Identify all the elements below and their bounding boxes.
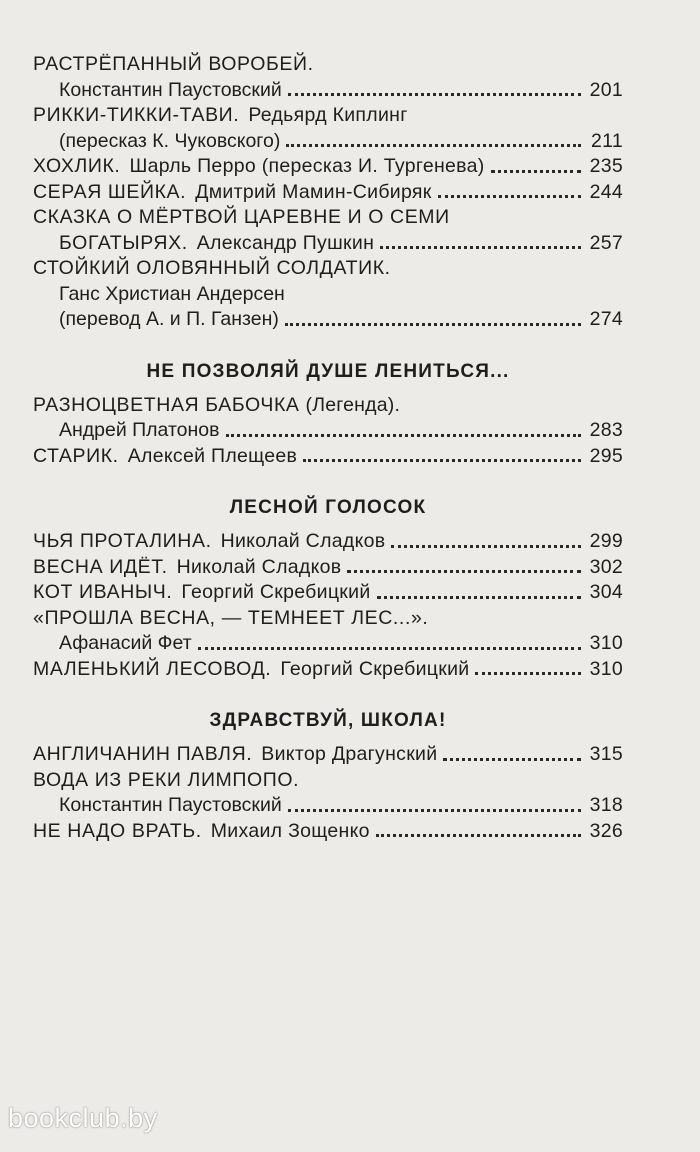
entry-page-number: 211 xyxy=(591,129,623,152)
entry-author: Ганс Христиан Андерсен xyxy=(59,282,285,305)
entry-page-number: 299 xyxy=(589,530,623,552)
entry-author: Михаил Зощенко xyxy=(210,819,370,842)
toc-entry xyxy=(33,742,623,768)
toc-line xyxy=(33,256,623,282)
entry-author: Георгий Скребицкий xyxy=(181,581,371,603)
toc-entry xyxy=(33,444,623,470)
entry-note: (перевод А. и П. Ганзен) xyxy=(59,308,279,330)
entry-author: Шарль Перро (пересказ И. Тургенева) xyxy=(129,155,485,177)
dot-leader xyxy=(376,820,581,837)
toc-line xyxy=(33,768,623,794)
section-heading: ЛЕСНОЙ ГОЛОСОК xyxy=(229,497,427,518)
entry-author: Виктор Драгунский xyxy=(261,743,438,765)
entry-author: Георгий Скребицкий xyxy=(280,657,470,680)
dot-leader xyxy=(303,445,581,462)
entry-title-continued: БОГАТЫРЯХ. xyxy=(59,231,188,254)
entry-title: КОТ ИВАНЫЧ. xyxy=(33,581,173,603)
toc-line xyxy=(33,418,623,444)
entry-title: АНГЛИЧАНИН ПАВЛЯ. xyxy=(33,743,253,765)
entry-page-number: 302 xyxy=(589,555,623,578)
toc-line xyxy=(33,129,623,155)
toc-entry xyxy=(33,819,623,845)
dot-leader xyxy=(391,531,581,548)
toc-line xyxy=(33,742,623,768)
entry-title: СТОЙКИЙ ОЛОВЯННЫЙ СОЛДАТИК. xyxy=(33,257,391,279)
entry-page-number: 295 xyxy=(589,444,623,467)
toc-entry xyxy=(33,657,623,683)
toc-entry xyxy=(33,768,623,819)
entry-page-number: 235 xyxy=(589,155,623,177)
toc-line xyxy=(33,555,623,581)
dot-leader xyxy=(288,795,581,812)
dot-leader xyxy=(285,309,581,326)
entry-note: (Легенда). xyxy=(305,393,401,416)
toc-line xyxy=(33,205,623,231)
dot-leader xyxy=(286,130,581,147)
toc-line xyxy=(33,529,623,555)
toc-entry xyxy=(33,529,623,555)
toc-entry xyxy=(33,154,623,180)
toc-line xyxy=(33,393,623,419)
entry-page-number: 310 xyxy=(589,657,623,680)
toc-entry xyxy=(33,393,623,444)
entry-author: Николай Сладков xyxy=(220,530,386,552)
dot-leader xyxy=(377,582,581,599)
toc-line xyxy=(33,78,623,104)
entry-note: (пересказ К. Чуковского) xyxy=(59,129,281,152)
toc-line xyxy=(33,819,623,845)
entry-page-number: 201 xyxy=(589,78,623,101)
dot-leader xyxy=(288,79,581,96)
toc-line xyxy=(33,444,623,470)
entry-author: Дмитрий Мамин-Сибиряк xyxy=(195,180,432,203)
entry-title: ЧЬЯ ПРОТАЛИНА. xyxy=(33,530,212,552)
entry-title: РАЗНОЦВЕТНАЯ БАБОЧКА xyxy=(33,393,300,416)
entry-title: СТАРИК. xyxy=(33,444,119,467)
dot-leader xyxy=(491,156,581,173)
entry-page-number: 315 xyxy=(589,743,623,765)
entry-title: РИККИ-ТИККИ-ТАВИ. xyxy=(33,104,240,126)
entry-page-number: 318 xyxy=(589,794,623,816)
toc-entry xyxy=(33,205,623,256)
toc-line xyxy=(33,180,623,206)
toc-line xyxy=(33,580,623,606)
section-heading: НЕ ПОЗВОЛЯЙ ДУШЕ ЛЕНИТЬСЯ... xyxy=(146,360,510,382)
toc-line xyxy=(33,52,623,78)
dot-leader xyxy=(443,744,581,761)
entry-title: СЕРАЯ ШЕЙКА. xyxy=(33,180,187,203)
entry-page-number: 274 xyxy=(589,308,623,330)
toc-line xyxy=(33,631,623,657)
entry-author: Редьярд Киплинг xyxy=(248,104,408,126)
dot-leader xyxy=(347,556,581,573)
toc-line xyxy=(33,103,623,129)
toc-line xyxy=(33,231,623,257)
toc-line xyxy=(33,307,623,333)
entry-title: СКАЗКА О МЁРТВОЙ ЦАРЕВНЕ И О СЕМИ xyxy=(33,206,450,228)
entry-title: «ПРОШЛА ВЕСНА, — ТЕМНЕЕТ ЛЕС...». xyxy=(33,606,429,629)
entry-author: Константин Паустовский xyxy=(59,78,282,101)
dot-leader xyxy=(198,633,581,650)
entry-title: МАЛЕНЬКИЙ ЛЕСОВОД. xyxy=(33,657,272,680)
toc-entry xyxy=(33,606,623,657)
dot-leader xyxy=(380,232,581,249)
toc-entry xyxy=(33,555,623,581)
entry-title: ХОХЛИК. xyxy=(33,155,121,177)
dot-leader xyxy=(475,658,581,675)
entry-title: ВОДА ИЗ РЕКИ ЛИМПОПО. xyxy=(33,768,300,791)
toc-line xyxy=(33,606,623,632)
toc-line xyxy=(33,282,623,308)
section-heading: ЗДРАВСТВУЙ, ШКОЛА! xyxy=(209,710,447,731)
entry-author: Николай Сладков xyxy=(176,555,342,578)
dot-leader xyxy=(226,420,582,437)
entry-title: ВЕСНА ИДЁТ. xyxy=(33,555,168,578)
toc-entry xyxy=(33,180,623,206)
entry-author: Константин Паустовский xyxy=(59,794,282,816)
entry-author: Андрей Платонов xyxy=(59,419,220,441)
entry-author: Алексей Плещеев xyxy=(127,444,298,467)
entry-page-number: 244 xyxy=(589,180,623,203)
toc-line xyxy=(33,657,623,683)
dot-leader xyxy=(438,181,581,198)
toc-entry xyxy=(33,52,623,103)
entry-author: Афанасий Фет xyxy=(59,632,192,654)
entry-page-number: 304 xyxy=(589,581,623,603)
toc-entry xyxy=(33,580,623,606)
toc-line xyxy=(33,793,623,819)
entry-author: Александр Пушкин xyxy=(196,231,375,254)
site-watermark: bookclub.by xyxy=(8,1103,158,1133)
entry-page-number: 326 xyxy=(589,819,623,842)
entry-page-number: 283 xyxy=(589,419,623,441)
toc-line xyxy=(33,154,623,180)
toc-entry xyxy=(33,103,623,154)
entry-page-number: 310 xyxy=(589,632,623,654)
entry-title: РАСТРЁПАННЫЙ ВОРОБЕЙ. xyxy=(33,53,314,75)
table-of-contents xyxy=(33,52,623,844)
toc-entry xyxy=(33,256,623,333)
entry-title: НЕ НАДО ВРАТЬ. xyxy=(33,819,202,842)
entry-page-number: 257 xyxy=(589,231,623,254)
